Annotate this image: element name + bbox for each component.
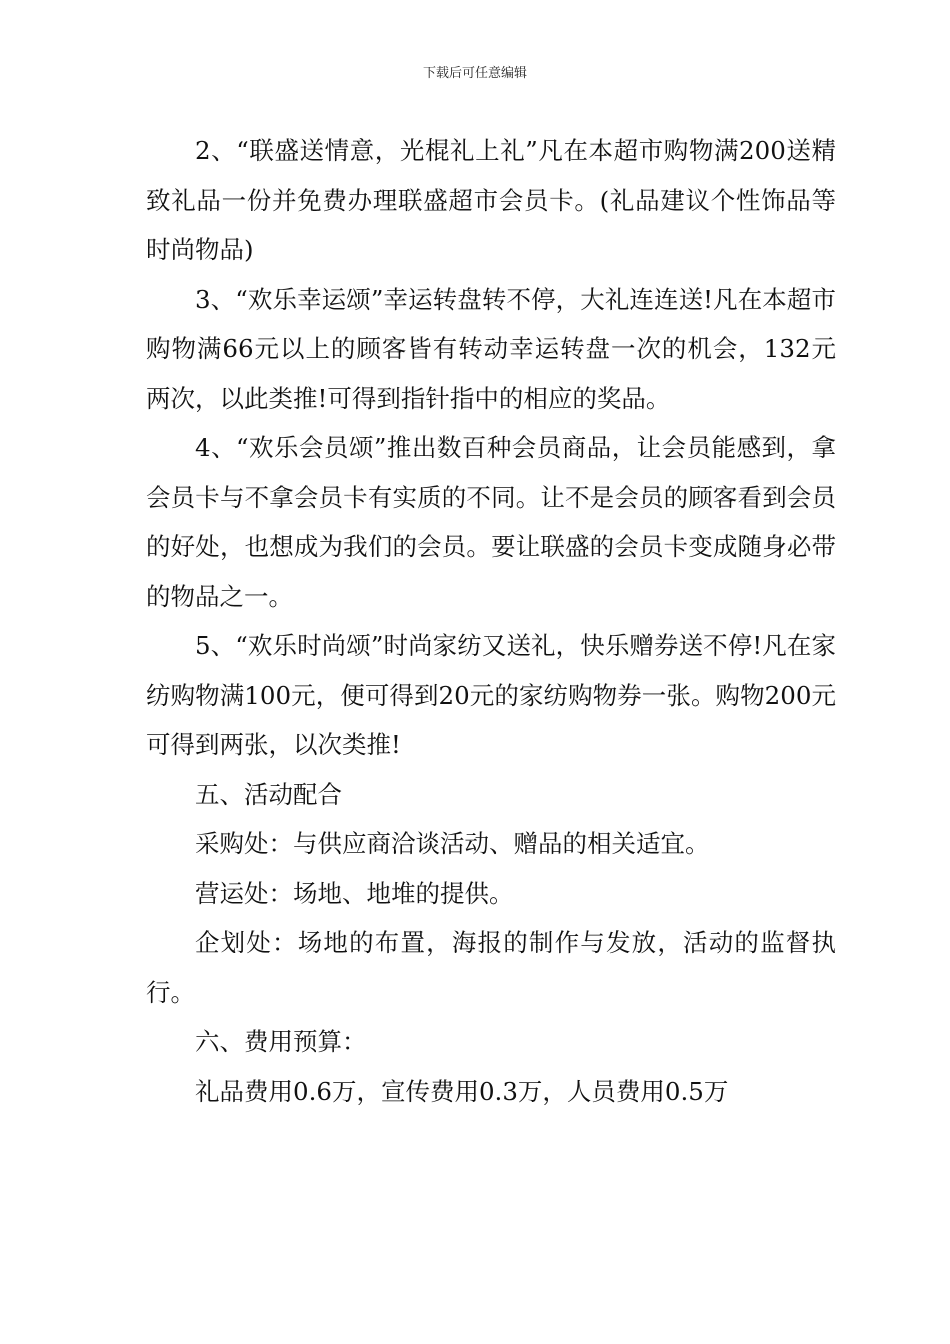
paragraph-item-2: 2、“联盛送情意，光棍礼上礼”凡在本超市购物满200送精致礼品一份并免费办理联盛超市会员卡。(礼品建议个性饰品等时尚物品) (146, 136, 836, 264)
paragraph-item-3: 3、“欢乐幸运颂”幸运转盘转不停，大礼连连送!凡在本超市购物满66元以上的顾客皆有转动幸运转盘一次的机会，132元两次，以此类推!可得到指针指中的相应的奖品。 (146, 284, 836, 413)
paragraph-budget-detail: 礼品费用0.6万，宣传费用0.3万，人员费用0.5万 (195, 1076, 729, 1106)
paragraph-purchasing: 采购处：与供应商洽谈活动、赠品的相关适宜。 (195, 829, 710, 858)
paragraph-planning: 企划处：场地的布置，海报的制作与发放，活动的监督执行。 (146, 928, 836, 1007)
paragraph-item-4: 4、“欢乐会员颂”推出数百种会员商品，让会员能感到，拿会员卡与不拿会员卡有实质的不同。让不是会员的顾客看到会员的好处，也想成为我们的会员。要让联盛的会员卡变成随身必带的物品之一。 (146, 433, 836, 611)
page-header: 下载后可任意编辑 (422, 66, 527, 81)
paragraph-item-5: 5、“欢乐时尚颂”时尚家纺又送礼，快乐赠券送不停!凡在家纺购物满100元，便可得到20元的家纺购物券一张。购物200元可得到两张，以次类推! (146, 631, 836, 759)
section-heading-activity-coordination: 五、活动配合 (195, 779, 342, 809)
section-heading-budget: 六、费用预算： (195, 1027, 367, 1056)
paragraph-operations: 营运处：场地、地堆的提供。 (195, 878, 514, 908)
document-body (146, 126, 836, 1116)
